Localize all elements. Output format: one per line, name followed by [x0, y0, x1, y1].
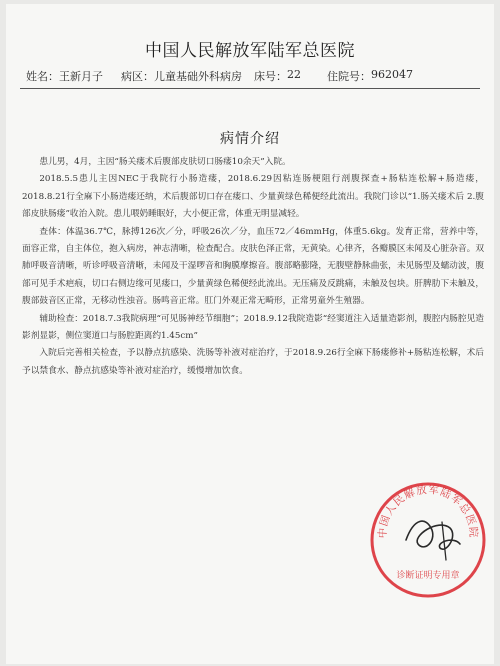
document-title: 病情介绍: [220, 131, 280, 147]
ward-label: 病区：: [121, 70, 154, 83]
admission-label: 住院号：: [327, 70, 371, 83]
bed-number: 22: [287, 68, 301, 81]
handwritten-signature: [406, 521, 460, 549]
patient-name: 王新月子: [59, 70, 103, 83]
bed-label: 床号：: [254, 70, 287, 83]
paragraph-aux-exam: 辅助检查：2018.7.3我院病理“可见肠神经节细胞”；2018.9.12我院造影“经窦道注入适量造影剂，腹腔内肠腔见造影剂显影，侧位窦道口与肠腔距离约1.45cm”: [22, 313, 484, 342]
seal-upper-text: 中国人民解放军陆军总医院: [376, 483, 480, 539]
paragraph-exam: 查体：体温36.7℃，脉搏126次／分，呼吸26次／分，血压72／46mmHg，体重5.6kg。发育正常，营养中等，面容正常，自主体位，抱入病房，神志清晰，检查配合。皮肤色泽正常，无黄染。心律齐，各瓣膜区未闻及心脏杂音。双肺呼吸音清晰，听诊呼吸音清晰，未闻及干湿啰音和胸膜摩擦音。腹部略膨隆，无腹壁静脉曲张，未见肠型及蠕动波，腹部可见手术疤痕，切口右侧边缘可见瘘口，少量黄绿色稀便经此流出。无压痛及反跳痛，未触及包块。肝脾肋下未触及，腹部鼓音区正常，无移动性浊音。肠鸣音正常。肛门外观正常无畸形，正常男童外生殖器。: [22, 226, 484, 307]
document-body: [22, 154, 484, 380]
paragraph-history: 2018.5.5患儿主因NEC于我院行小肠造瘘，2018.6.29因粘连肠梗阻行剖腹探查+肠粘连松解+肠造瘘，2018.8.21行全麻下小肠造瘘还纳，术后腹部切口存在瘘口、少量黄绿色稀便经此流出。我院门诊以“1.肠关瘘术后 2.腹部皮肤肠瘘”收治入院。患儿喂奶睡眠好，大小便正常，体重无明显减轻。: [22, 174, 484, 220]
header-divider: [20, 88, 480, 89]
paragraph-treatment: 入院后完善相关检查，予以静点抗感染、洗肠等补液对症治疗，于2018.9.26行全麻下肠瘘修补+肠粘连松解，术后予以禁食水、静点抗感染等补液对症治疗，缓慢增加饮食。: [22, 348, 484, 376]
name-label: 姓名：: [26, 70, 59, 83]
patient-info-row: [26, 68, 478, 84]
paragraph-chief-complaint: 患儿男，4月，主因“肠关瘘术后腹部皮肤切口肠瘘10余天”入院。: [39, 157, 291, 167]
hospital-name: 中国人民解放军陆军总医院: [145, 41, 355, 61]
ward-name: 儿童基础外科病房: [154, 70, 242, 83]
official-seal: [366, 478, 490, 602]
seal-lower-text: 诊断证明专用章: [396, 571, 460, 581]
document-page: [6, 4, 494, 664]
admission-number: 962047: [371, 68, 413, 81]
